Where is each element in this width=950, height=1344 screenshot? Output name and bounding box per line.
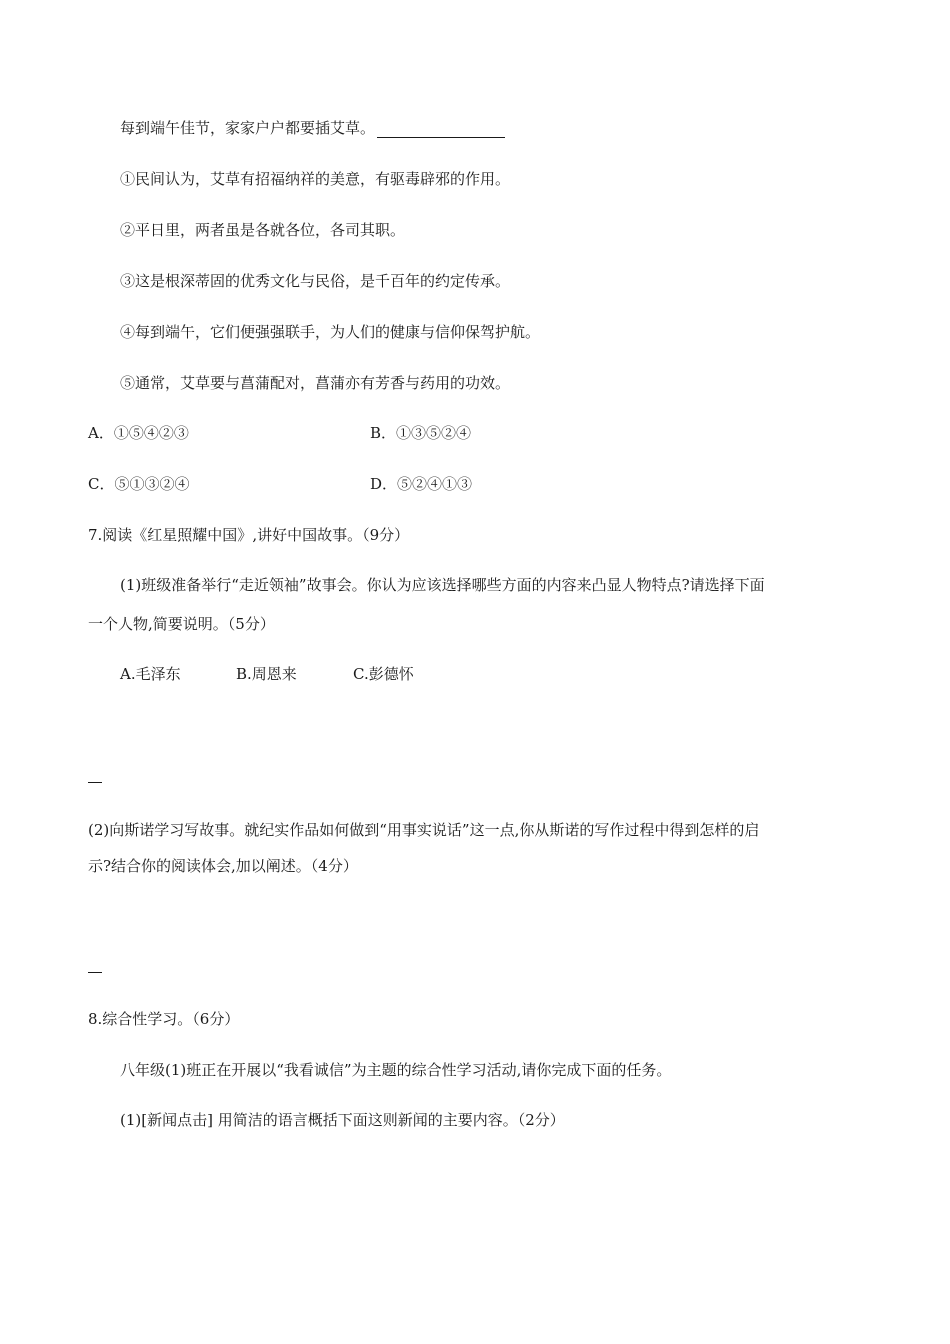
sentence-3: ③这是根深蒂固的优秀文化与民俗，是千百年的约定传承。	[120, 272, 511, 290]
stem-text: 每到端午佳节，家家户户都要插艾草。	[120, 119, 376, 137]
question-8-intro: 八年级(1)班正在开展以“我看诚信”为主题的综合性学习活动,请你完成下面的任务。	[120, 1061, 672, 1079]
sentence-5: ⑤通常，艾草要与菖蒲配对，菖蒲亦有芳香与药用的功效。	[120, 374, 511, 392]
answer-blank[interactable]	[377, 123, 505, 138]
question-8-title: 8.综合性学习。（6分）	[88, 1010, 240, 1028]
question-7-part2-line1: (2)向斯诺学习写故事。就纪实作品如何做到“用事实说话”这一点,你从斯诺的写作过程中得到怎样的启	[88, 821, 760, 839]
question-stem	[120, 118, 505, 138]
choice-b: B.周恩来	[236, 665, 297, 683]
choice-a: A.毛泽东	[120, 665, 181, 683]
question-7-part1-line1: (1)班级准备举行“走近领袖”故事会。你认为应该选择哪些方面的内容来凸显人物特点?请选择下面	[120, 576, 765, 594]
option-c: C．⑤①③②④	[88, 475, 190, 493]
question-7-title: 7.阅读《红星照耀中国》,讲好中国故事。（9分）	[88, 526, 410, 544]
answer-line[interactable]	[88, 782, 102, 783]
question-7-part1-line2: 一个人物,简要说明。（5分）	[88, 615, 275, 633]
sentence-1: ①民间认为，艾草有招福纳祥的美意，有驱毒辟邪的作用。	[120, 170, 511, 188]
question-7-part2-line2: 示?结合你的阅读体会,加以阐述。（4分）	[88, 857, 358, 875]
sentence-2: ②平日里，两者虽是各就各位，各司其职。	[120, 221, 406, 239]
answer-line[interactable]	[88, 972, 102, 973]
option-b: B．①③⑤②④	[370, 424, 472, 442]
question-8-part1: (1)[新闻点击] 用简洁的语言概括下面这则新闻的主要内容。（2分）	[120, 1111, 565, 1129]
option-a: A．①⑤④②③	[88, 424, 189, 442]
sentence-4: ④每到端午，它们便强强联手，为人们的健康与信仰保驾护航。	[120, 323, 541, 341]
option-d: D．⑤②④①③	[370, 475, 473, 493]
choice-c: C.彭德怀	[353, 665, 414, 683]
